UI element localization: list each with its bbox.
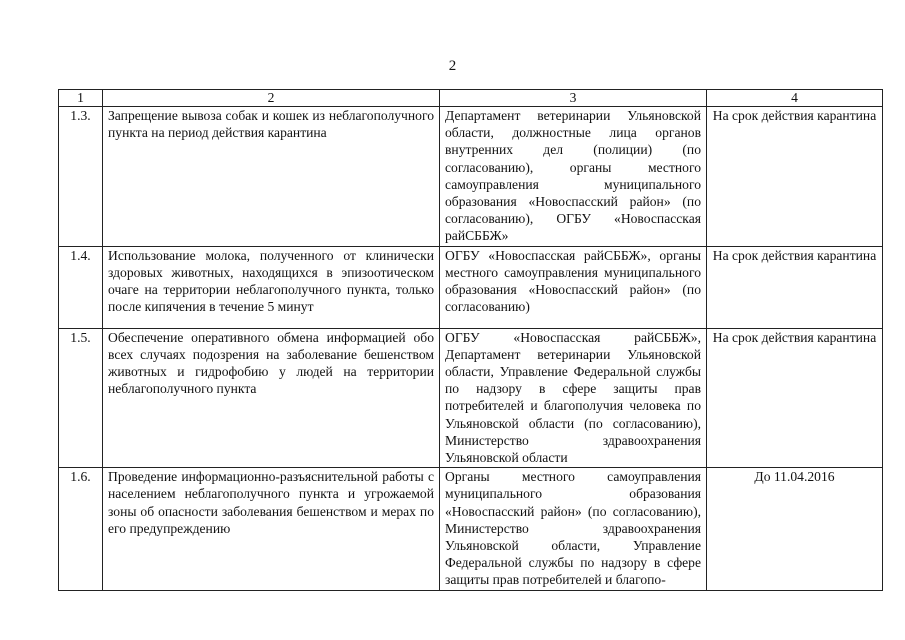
- row-number: 1.5.: [59, 328, 103, 468]
- table-row: [59, 246, 883, 328]
- column-header-responsible: 3: [440, 90, 707, 107]
- column-header-measure: 2: [103, 90, 440, 107]
- table-header-row: [59, 90, 883, 107]
- row-measure: Проведение информационно-разъяснительной работы с населением неблагополучного пункта и угрожаемой зоны об опасности заболевания бешенством и мерах по его предупреждению: [103, 468, 440, 590]
- row-measure: Использование молока, полученного от клинически здоровых животных, находящихся в эпизоотическом очаге на территории неблагополучного пункта, только после кипячения в течение 5 минут: [103, 246, 440, 328]
- row-responsible: ОГБУ «Новоспасская райСББЖ», Департамент ветеринарии Ульяновской области, Управление Федеральной службы по надзору в сфере защиты прав потребителей и благополучия человека по Ульяновской области (по согласованию), Министерство здравоохранения Ульяновской области: [440, 328, 707, 468]
- row-term: На срок действия карантина: [707, 328, 883, 468]
- row-measure: Запрещение вывоза собак и кошек из неблагополучного пункта на период действия карантина: [103, 107, 440, 247]
- table-row: [59, 468, 883, 590]
- row-term: До 11.04.2016: [707, 468, 883, 590]
- row-measure: Обеспечение оперативного обмена информацией обо всех случаях подозрения на заболевание бешенством животных и гидрофобию у людей на территории неблагополучного пункта: [103, 328, 440, 468]
- page-number: 2: [448, 58, 457, 74]
- table-row: [59, 328, 883, 468]
- row-responsible: Органы местного самоуправления муниципального образования «Новоспасский район» (по согласованию), Министерство здравоохранения Ульяновской области, Управление Федеральной службы по надзору в сфере защиты прав потребителей и благопо-: [440, 468, 707, 590]
- table-row: [59, 107, 883, 247]
- row-term: На срок действия карантина: [707, 107, 883, 247]
- row-number: 1.4.: [59, 246, 103, 328]
- row-term: На срок действия карантина: [707, 246, 883, 328]
- measures-table: [58, 89, 883, 591]
- row-responsible: ОГБУ «Новоспасская райСББЖ», органы местного самоуправления муниципального образования «Новоспасский район» (по согласованию): [440, 246, 707, 328]
- column-header-term: 4: [707, 90, 883, 107]
- column-header-number: 1: [59, 90, 103, 107]
- row-responsible: Департамент ветеринарии Ульяновской области, должностные лица органов внутренних дел (полиции) (по согласованию), органы местного самоуправления муниципального образования «Новоспасский район» (по согласованию), ОГБУ «Новоспасская райСББЖ»: [440, 107, 707, 247]
- row-number: 1.3.: [59, 107, 103, 247]
- row-number: 1.6.: [59, 468, 103, 590]
